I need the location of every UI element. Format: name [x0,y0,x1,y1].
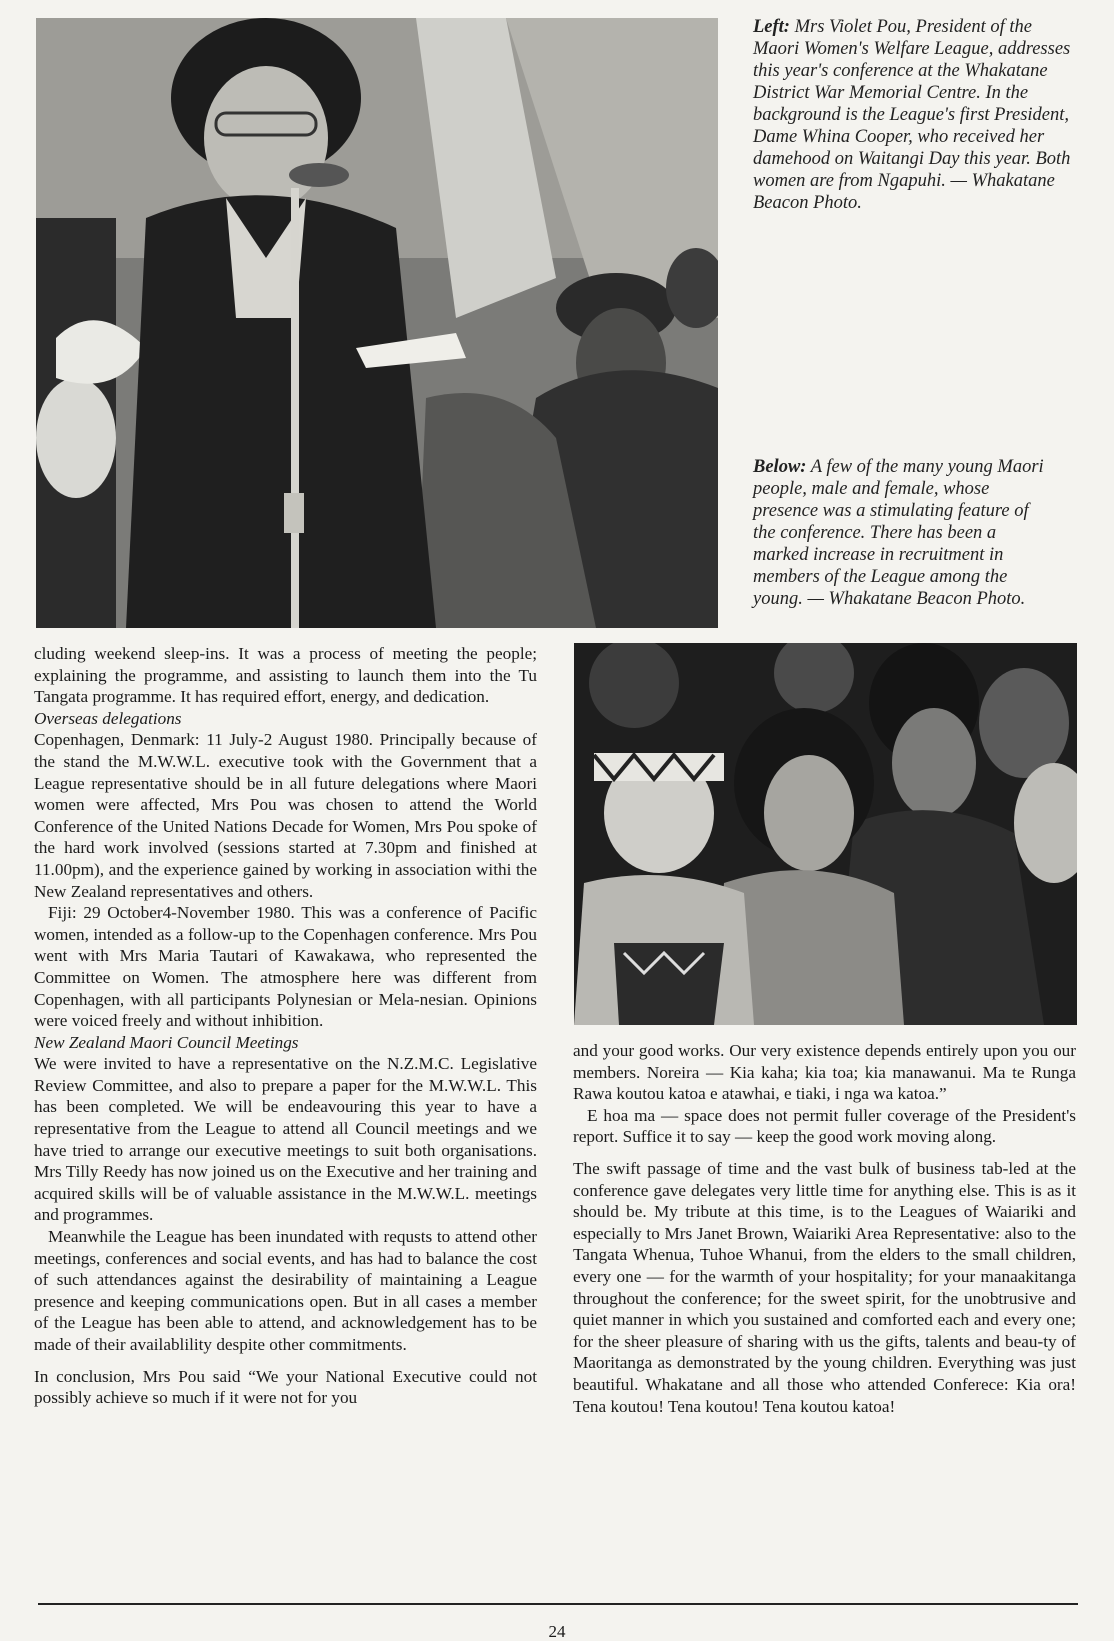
left-para-conclusion: In conclusion, Mrs Pou said “We your National Executive could not possibly achieve so much if it were not for you [34,1366,537,1408]
photo-youth-illustration [574,643,1077,1025]
left-para-nzmc: We were invited to have a representative on the N.Z.M.C. Legislative Review Committee, and also to prepare a paper for the M.W.W.L. This has been completed. We will be endeavouring this year to have a representative from the League to attend all Council meetings and we have tried to arrange our executive meetings to suit both organisations. Mrs Tilly Reedy has now joined us on the Executive and her training and acquired skills will be of valuable assistance in the M.W.W.L. meetings and programmes. [34,1054,537,1225]
left-para-fiji: Fiji: 29 October4-November 1980. This was a conference of Pacific women, intended as a follow-up to the Copenhagen conference. Mrs Pou went with Mrs Maria Tautari of Kawakawa, who represented the Committee on Women. The atmosphere here was different from Copenhagen, with all participants Polynesian or Mela-nesian. Opinions were voiced freely and without inhibition. [34,903,537,1031]
left-para-meanwhile: Meanwhile the League has been inundated with requsts to attend other meetings, conferences and social events, and has had to balance the cost of such attendances against the desirability of maintaining a League presence and keeping communications open. But in all cases a member of the League has been able to attend, and acknowledgement has to be made of their availablility despite other commitments. [34,1227,537,1354]
photo-president-illustration [36,18,718,628]
caption-left-lead: Left: [753,17,790,37]
right-column [573,1040,1076,1417]
caption-below-photo [753,456,1053,610]
caption-left-photo [753,16,1075,214]
heading-overseas-delegations: Overseas delegations [34,708,182,728]
caption-below-lead: Below: [753,457,807,477]
right-para-1: and your good works. Our very existence depends entirely upon you our members. Noreira — Kia kaha; kia toa; kia manawanui. Ma te Runga Rawa koutou katoa e atawhai, e tiaki, i nga wa katoa.” [573,1041,1076,1104]
left-para-1: cluding weekend sleep-ins. It was a process of meeting the people; explaining the programme, and assisting to launch them into the Tu Tangata programme. It has required effort, energy, and dedication. [34,644,537,707]
photo-young-people [574,643,1077,1025]
right-para-tribute: The swift passage of time and the vast bulk of business tab-led at the conference gave delegates very little time for anything else. This is as it should be. My tribute at this time, is to the Leagues of Waiariki and especially to Mrs Janet Brown, Waiariki Area Representative: also to the Tangata Whenua, Tuhoe Whanui, from the elders to the small children, every one — for the warmth of your hospitality; for your manaakitanga throughout the conference; for the sweet spirit, for the unobtrusive and quiet manner in which you sustained and comforted each and every one; for the sheer pleasure of sharing with us the gifts, talents and beau-ty of Maoritanga as demonstrated by the young children. Everything was just beautiful. Whakatane and all those who attended Conferece: Kia ora! Tena koutou! Tena koutou! Tena koutou katoa! [573,1158,1076,1416]
caption-below-text: A few of the many young Maori people, male and female, whose presence was a stimulating feature of the conference. There has been a marked increase in recruitment in members of the League among the young. — Whakatane Beacon Photo. [753,457,1044,609]
right-para-2: E hoa ma — space does not permit fuller coverage of the President's report. Suffice it to say — keep the good work moving along. [573,1105,1076,1147]
caption-left-text: Mrs Violet Pou, President of the Maori Women's Welfare League, addresses this year's conference at the Whakatane District War Memorial Centre. In the background is the League's first President, Dame Whina Cooper, who received her damehood on Waitangi Day this year. Both women are from Ngapuhi. — Whakatane Beacon Photo. [753,17,1071,213]
footer-rule [38,1603,1078,1605]
photo-president-speaking [36,18,718,628]
left-para-copenhagen: Copenhagen, Denmark: 11 July-2 August 1980. Principally because of the stand the M.W.W.L. executive took with the Government that a League representative should be in all future delegations where Maori women were affected, Mrs Pou was chosen to attend the World Conference of the United Nations Decade for Women, Mrs Pou spoke of the hard work involved (sessions started at 7.30pm and finished at 11.00pm), and the experience gained by working in association withi the New Zealand representatives and others. [34,730,537,901]
heading-nzmc-meetings: New Zealand Maori Council Meetings [34,1032,299,1052]
page-number: 24 [548,1622,566,1641]
left-column [34,643,537,1409]
